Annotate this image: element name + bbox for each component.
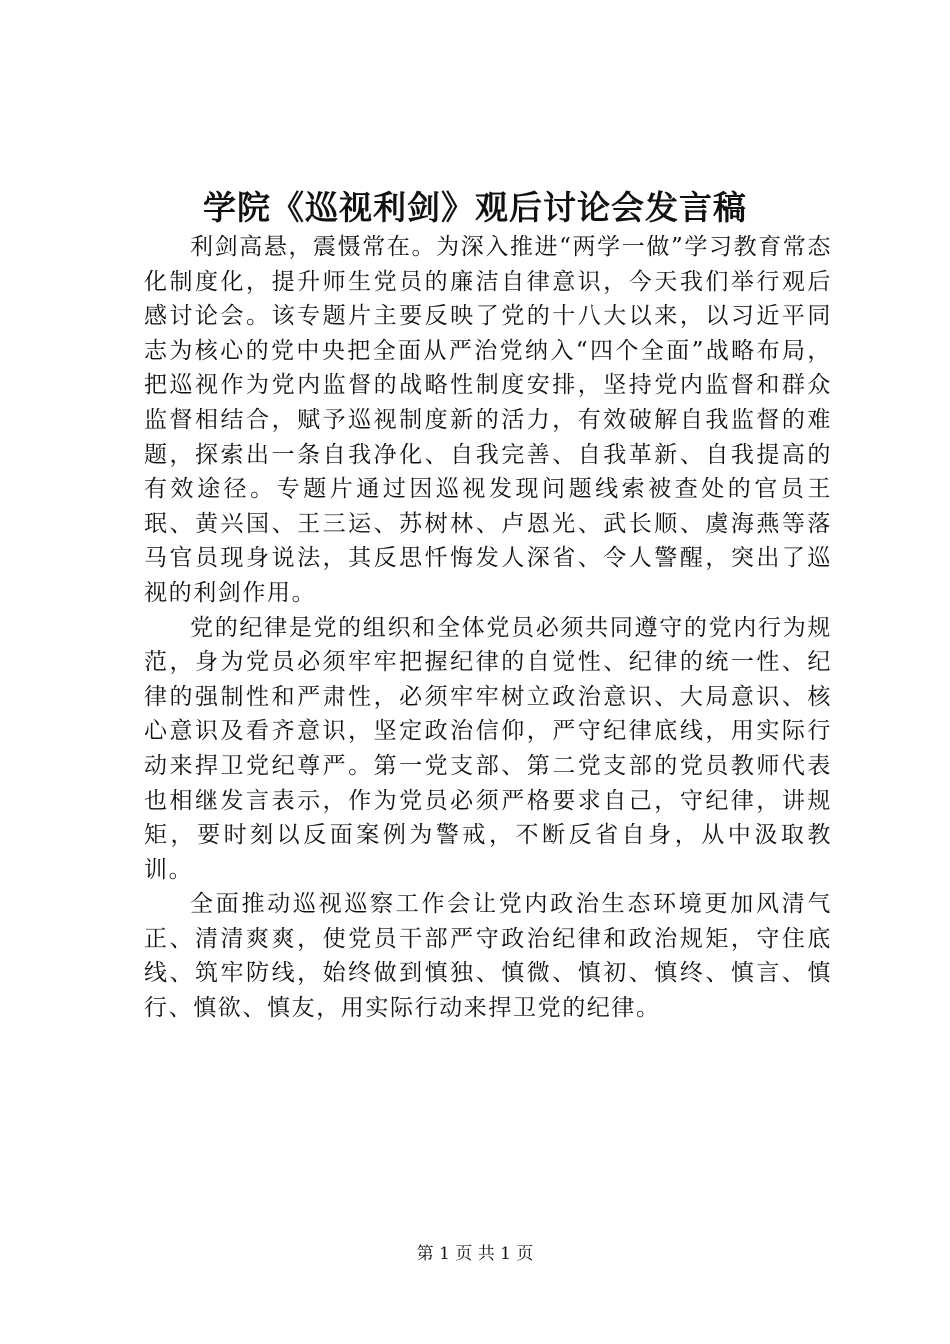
document-body bbox=[144, 230, 832, 1026]
document-title: 学院《巡视利剑》观后讨论会发言稿 bbox=[203, 188, 747, 227]
paragraph-1: 利剑高悬，震慑常在。为深入推进“两学一做”学习教育常态化制度化，提升师生党员的廉洁自律意识，今天我们举行观后感讨论会。该专题片主要反映了党的十八大以来，以习近平同志为核心的党中央把全面从严治党纳入“四个全面”战略布局，把巡视作为党内监督的战略性制度安排，坚持党内监督和群众监督相结合，赋予巡视制度新的活力，有效破解自我监督的难题，探索出一条自我净化、自我完善、自我革新、自我提高的有效途径。专题片通过因巡视发现问题线索被查处的官员王珉、黄兴国、王三运、苏树林、卢恩光、武长顺、虞海燕等落马官员现身说法，其反思忏悔发人深省、令人警醒，突出了巡视的利剑作用。 bbox=[144, 234, 832, 606]
paragraph-2: 党的纪律是党的组织和全体党员必须共同遵守的党内行为规范，身为党员必须牢牢把握纪律的自觉性、纪律的统一性、纪律的强制性和严肃性，必须牢牢树立政治意识、大局意识、核心意识及看齐意识，坚定政治信仰，严守纪律底线，用实际行动来捍卫党纪尊严。第一党支部、第二党支部的党员教师代表也相继发言表示，作为党员必须严格要求自己，守纪律，讲规矩，要时刻以反面案例为警戒，不断反省自身，从中汲取教训。 bbox=[144, 614, 832, 883]
page-footer: 第 1 页 共 1 页 bbox=[416, 1244, 534, 1264]
paragraph-3: 全面推动巡视巡察工作会让党内政治生态环境更加风清气正、清清爽爽，使党员干部严守政治纪律和政治规矩，守住底线、筑牢防线，始终做到慎独、慎微、慎初、慎终、慎言、慎行、慎欲、慎友，用实际行动来捍卫党的纪律。 bbox=[144, 891, 832, 1022]
